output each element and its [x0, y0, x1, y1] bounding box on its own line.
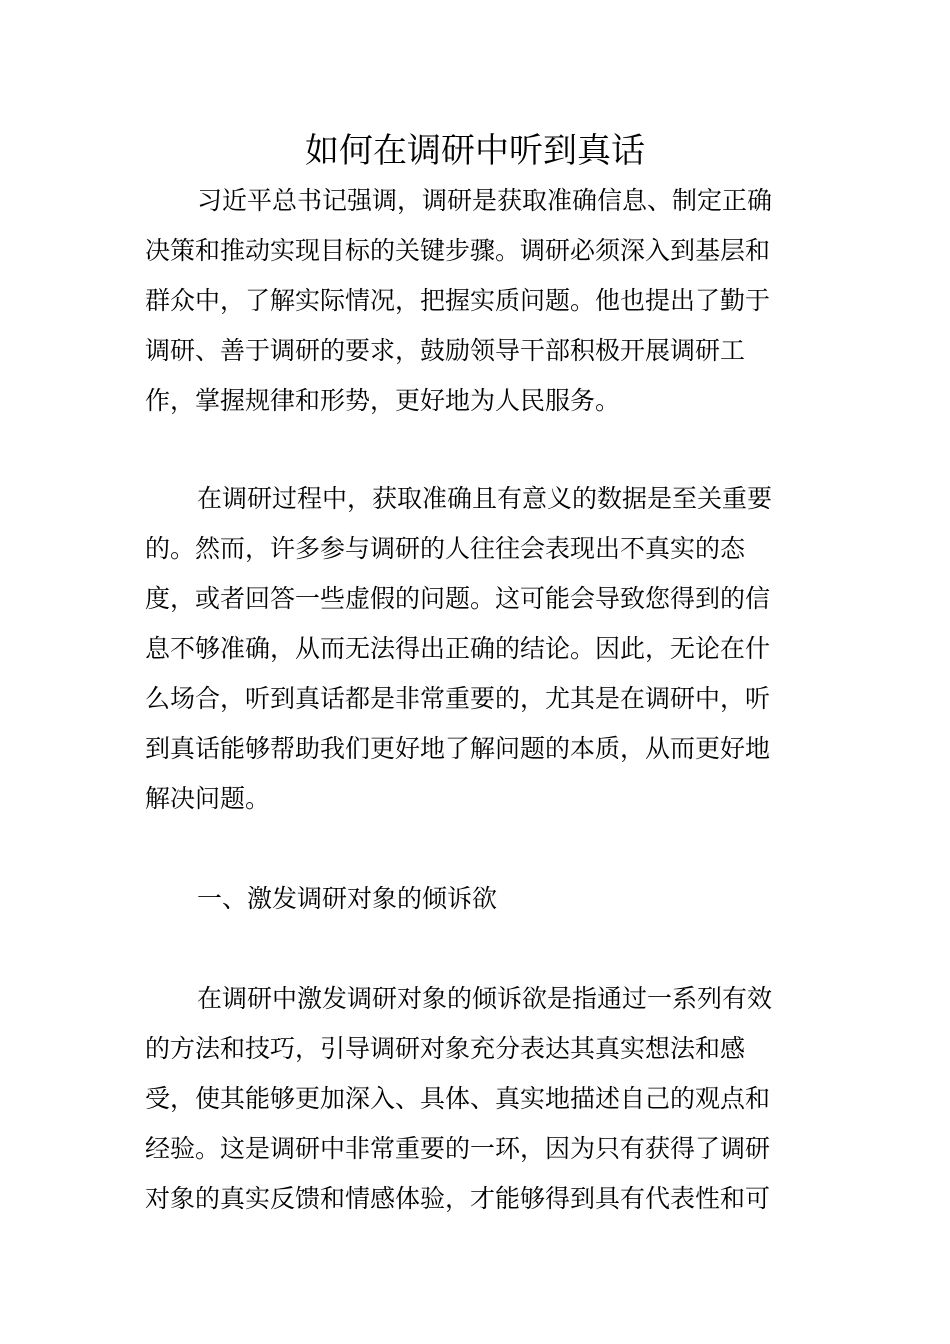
paragraph-intro	[145, 176, 809, 426]
paragraph-line: 度，或者回答一些虚假的问题。这可能会导致您得到的信	[145, 584, 771, 613]
paragraph-line: 受，使其能够更加深入、具体、真实地描述自己的观点和	[145, 1084, 771, 1113]
paragraph-line: 调研、善于调研的要求，鼓励领导干部积极开展调研工	[145, 336, 746, 365]
section-heading-text: 一、激发调研对象的倾诉欲	[197, 884, 498, 913]
paragraph-line: 对象的真实反馈和情感体验，才能够得到具有代表性和可	[145, 1184, 771, 1213]
paragraph-process	[145, 474, 809, 824]
paragraph-line: 经验。这是调研中非常重要的一环，因为只有获得了调研	[145, 1134, 771, 1163]
paragraph-line: 在调研过程中，获取准确且有意义的数据是至关重要	[197, 484, 773, 513]
paragraph-line: 决策和推动实现目标的关键步骤。调研必须深入到基层和	[145, 236, 771, 265]
paragraph-line: 的。然而，许多参与调研的人往往会表现出不真实的态	[145, 534, 746, 563]
paragraph-line: 么场合，听到真话都是非常重要的，尤其是在调研中，听	[145, 684, 771, 713]
paragraph-line: 的方法和技巧，引导调研对象充分表达其真实想法和感	[145, 1034, 746, 1063]
paragraph-line: 息不够准确，从而无法得出正确的结论。因此，无论在什	[145, 634, 771, 663]
section-heading	[145, 874, 809, 924]
paragraph-line: 群众中，了解实际情况，把握实质问题。他也提出了勤于	[145, 286, 771, 315]
paragraph-line: 作，掌握规律和形势，更好地为人民服务。	[145, 386, 621, 415]
paragraph-line: 解决问题。	[145, 784, 271, 813]
paragraph-line: 到真话能够帮助我们更好地了解问题的本质，从而更好地	[145, 734, 771, 763]
paragraph-line: 习近平总书记强调，调研是获取准确信息、制定正确	[197, 186, 773, 215]
paragraph-line: 在调研中激发调研对象的倾诉欲是指通过一系列有效	[197, 984, 773, 1013]
paragraph-section-one	[145, 974, 809, 1224]
document-title: 如何在调研中听到真话	[305, 131, 645, 171]
